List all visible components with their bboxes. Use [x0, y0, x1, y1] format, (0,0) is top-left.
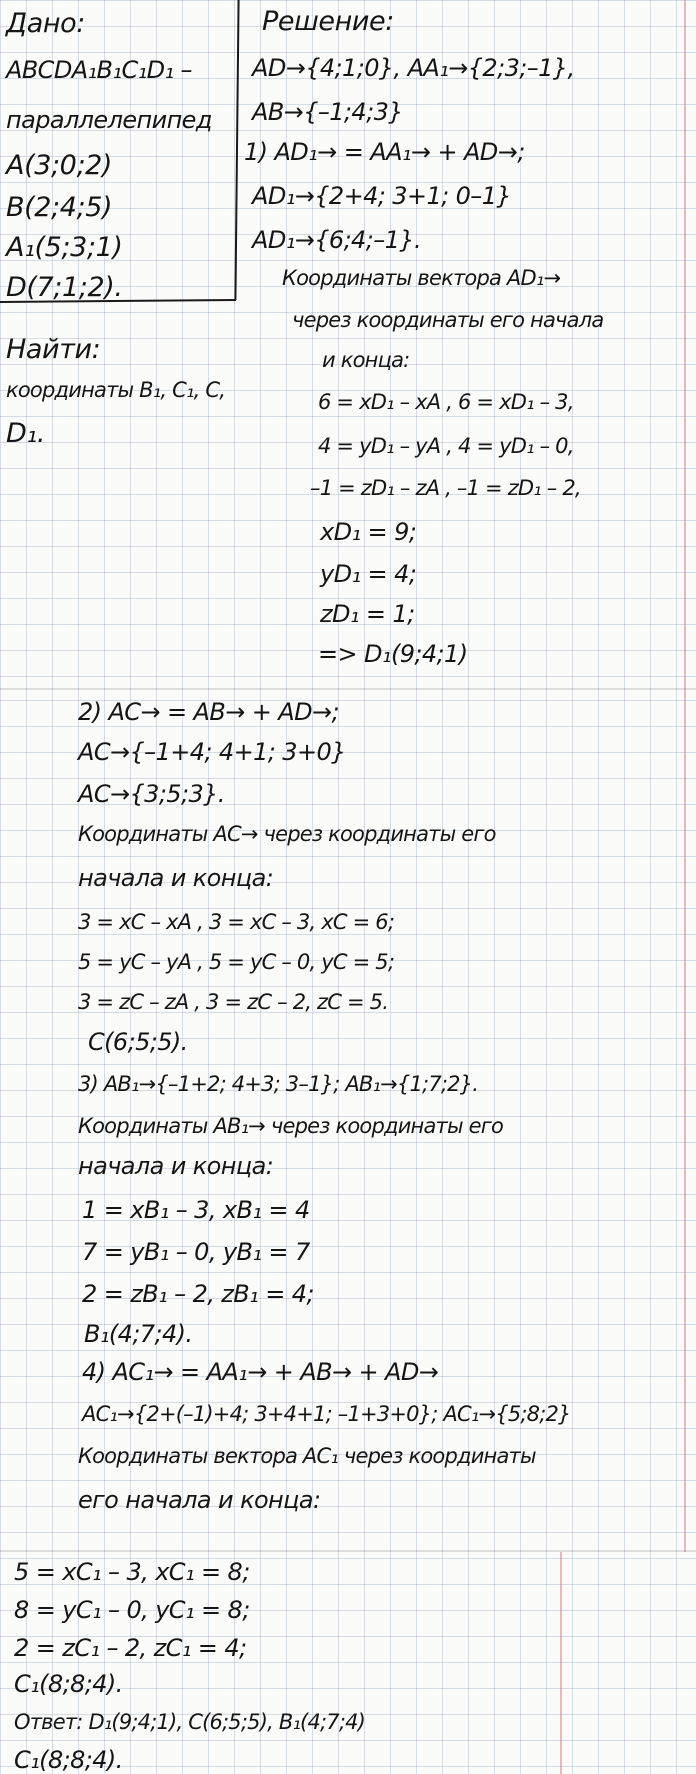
solution-line: Координаты AB₁→ через координаты его: [78, 1114, 504, 1138]
solution-line: 6 = xD₁ – xA , 6 = xD₁ – 3,: [318, 390, 574, 414]
solution-line: начала и конца:: [78, 1152, 274, 1180]
solution-line: 4) AC₁→ = AA₁→ + AB→ + AD→: [82, 1358, 439, 1386]
column-divider-vertical: [234, 0, 239, 300]
given-line: ABCDA₁B₁C₁D₁ –: [6, 56, 192, 84]
solution-line: 3 = zC – zA , 3 = zC – 2, zC = 5.: [78, 990, 389, 1014]
given-line: D(7;1;2).: [6, 272, 123, 303]
solution-line: 1) AD₁→ = AA₁→ + AD→;: [244, 138, 525, 166]
page-margin-line: [684, 690, 686, 1552]
solution-line: 7 = yB₁ – 0, yB₁ = 7: [82, 1238, 310, 1266]
solution-header: Решение:: [262, 6, 394, 37]
answer-line: C₁(8;8;4).: [14, 1746, 123, 1774]
solution-line: 4 = yD₁ – yA , 4 = yD₁ – 0,: [318, 434, 574, 458]
given-line: параллелепипед: [6, 106, 212, 134]
solution-line: => D₁(9;4;1): [318, 640, 468, 668]
solution-line: AD₁→{6;4;–1}.: [252, 226, 421, 254]
solution-line: и конца:: [322, 348, 410, 372]
given-line: B(2;4;5): [6, 192, 113, 223]
solution-line: yD₁ = 4;: [320, 560, 417, 588]
solution-line: 5 = yC – yA , 5 = yC – 0, yC = 5;: [78, 950, 395, 974]
solution-line: AD₁→{2+4; 3+1; 0–1}: [252, 182, 512, 210]
solution-line: 2 = zC₁ – 2, zC₁ = 4;: [14, 1634, 247, 1662]
solution-line: Координаты AC→ через координаты его: [78, 822, 496, 846]
find-line: D₁.: [6, 418, 45, 449]
solution-line: AC→{–1+4; 4+1; 3+0}: [78, 738, 346, 766]
solution-line: xD₁ = 9;: [320, 518, 417, 546]
answer-line: Ответ: D₁(9;4;1), C(6;5;5), B₁(4;7;4): [14, 1710, 366, 1734]
solution-line: Координаты вектора AC₁ через координаты: [78, 1444, 536, 1468]
solution-line: AC₁→{2+(–1)+4; 3+4+1; –1+3+0}; AC₁→{5;8;2}: [82, 1402, 571, 1426]
solution-line: через координаты его начала: [292, 308, 604, 332]
solution-line: начала и конца:: [78, 864, 274, 892]
solution-line: 8 = yC₁ – 0, yC₁ = 8;: [14, 1596, 250, 1624]
solution-line: C(6;5;5).: [88, 1028, 188, 1056]
solution-line: AB→{–1;4;3}: [252, 98, 403, 126]
solution-line: Координаты вектора AD₁→: [282, 266, 561, 290]
given-header: Дано:: [6, 8, 85, 39]
notebook-page-2: [0, 690, 696, 1552]
solution-line: zD₁ = 1;: [320, 600, 415, 628]
solution-line: 5 = xC₁ – 3, xC₁ = 8;: [14, 1558, 250, 1586]
solution-line: AD→{4;1;0}, AA₁→{2;3;–1},: [252, 54, 575, 82]
solution-line: 3 = xC – xA , 3 = xC – 3, xC = 6;: [78, 910, 395, 934]
solution-line: B₁(4;7;4).: [84, 1320, 193, 1348]
solution-line: AC→{3;5;3}.: [78, 780, 225, 808]
find-line: координаты B₁, C₁, C,: [6, 378, 226, 402]
solution-line: 1 = xB₁ – 3, xB₁ = 4: [82, 1196, 310, 1224]
solution-line: 2) AC→ = AB→ + AD→;: [78, 698, 339, 726]
given-line: A₁(5;3;1): [6, 232, 123, 263]
find-header: Найти:: [6, 334, 101, 365]
solution-line: 2 = zB₁ – 2, zB₁ = 4;: [82, 1280, 314, 1308]
page-margin-line: [684, 0, 686, 690]
solution-line: –1 = zD₁ – zA , –1 = zD₁ – 2,: [310, 476, 581, 500]
notebook-page-1: [0, 0, 696, 690]
solution-line: C₁(8;8;4).: [14, 1670, 123, 1698]
page-margin-line: [560, 1552, 562, 1774]
solution-line: его начала и конца:: [78, 1486, 321, 1514]
solution-line: 3) AB₁→{–1+2; 4+3; 3–1}; AB₁→{1;7;2}.: [78, 1072, 479, 1096]
notebook-page-3: [0, 1552, 696, 1774]
given-line: A(3;0;2): [6, 150, 113, 181]
